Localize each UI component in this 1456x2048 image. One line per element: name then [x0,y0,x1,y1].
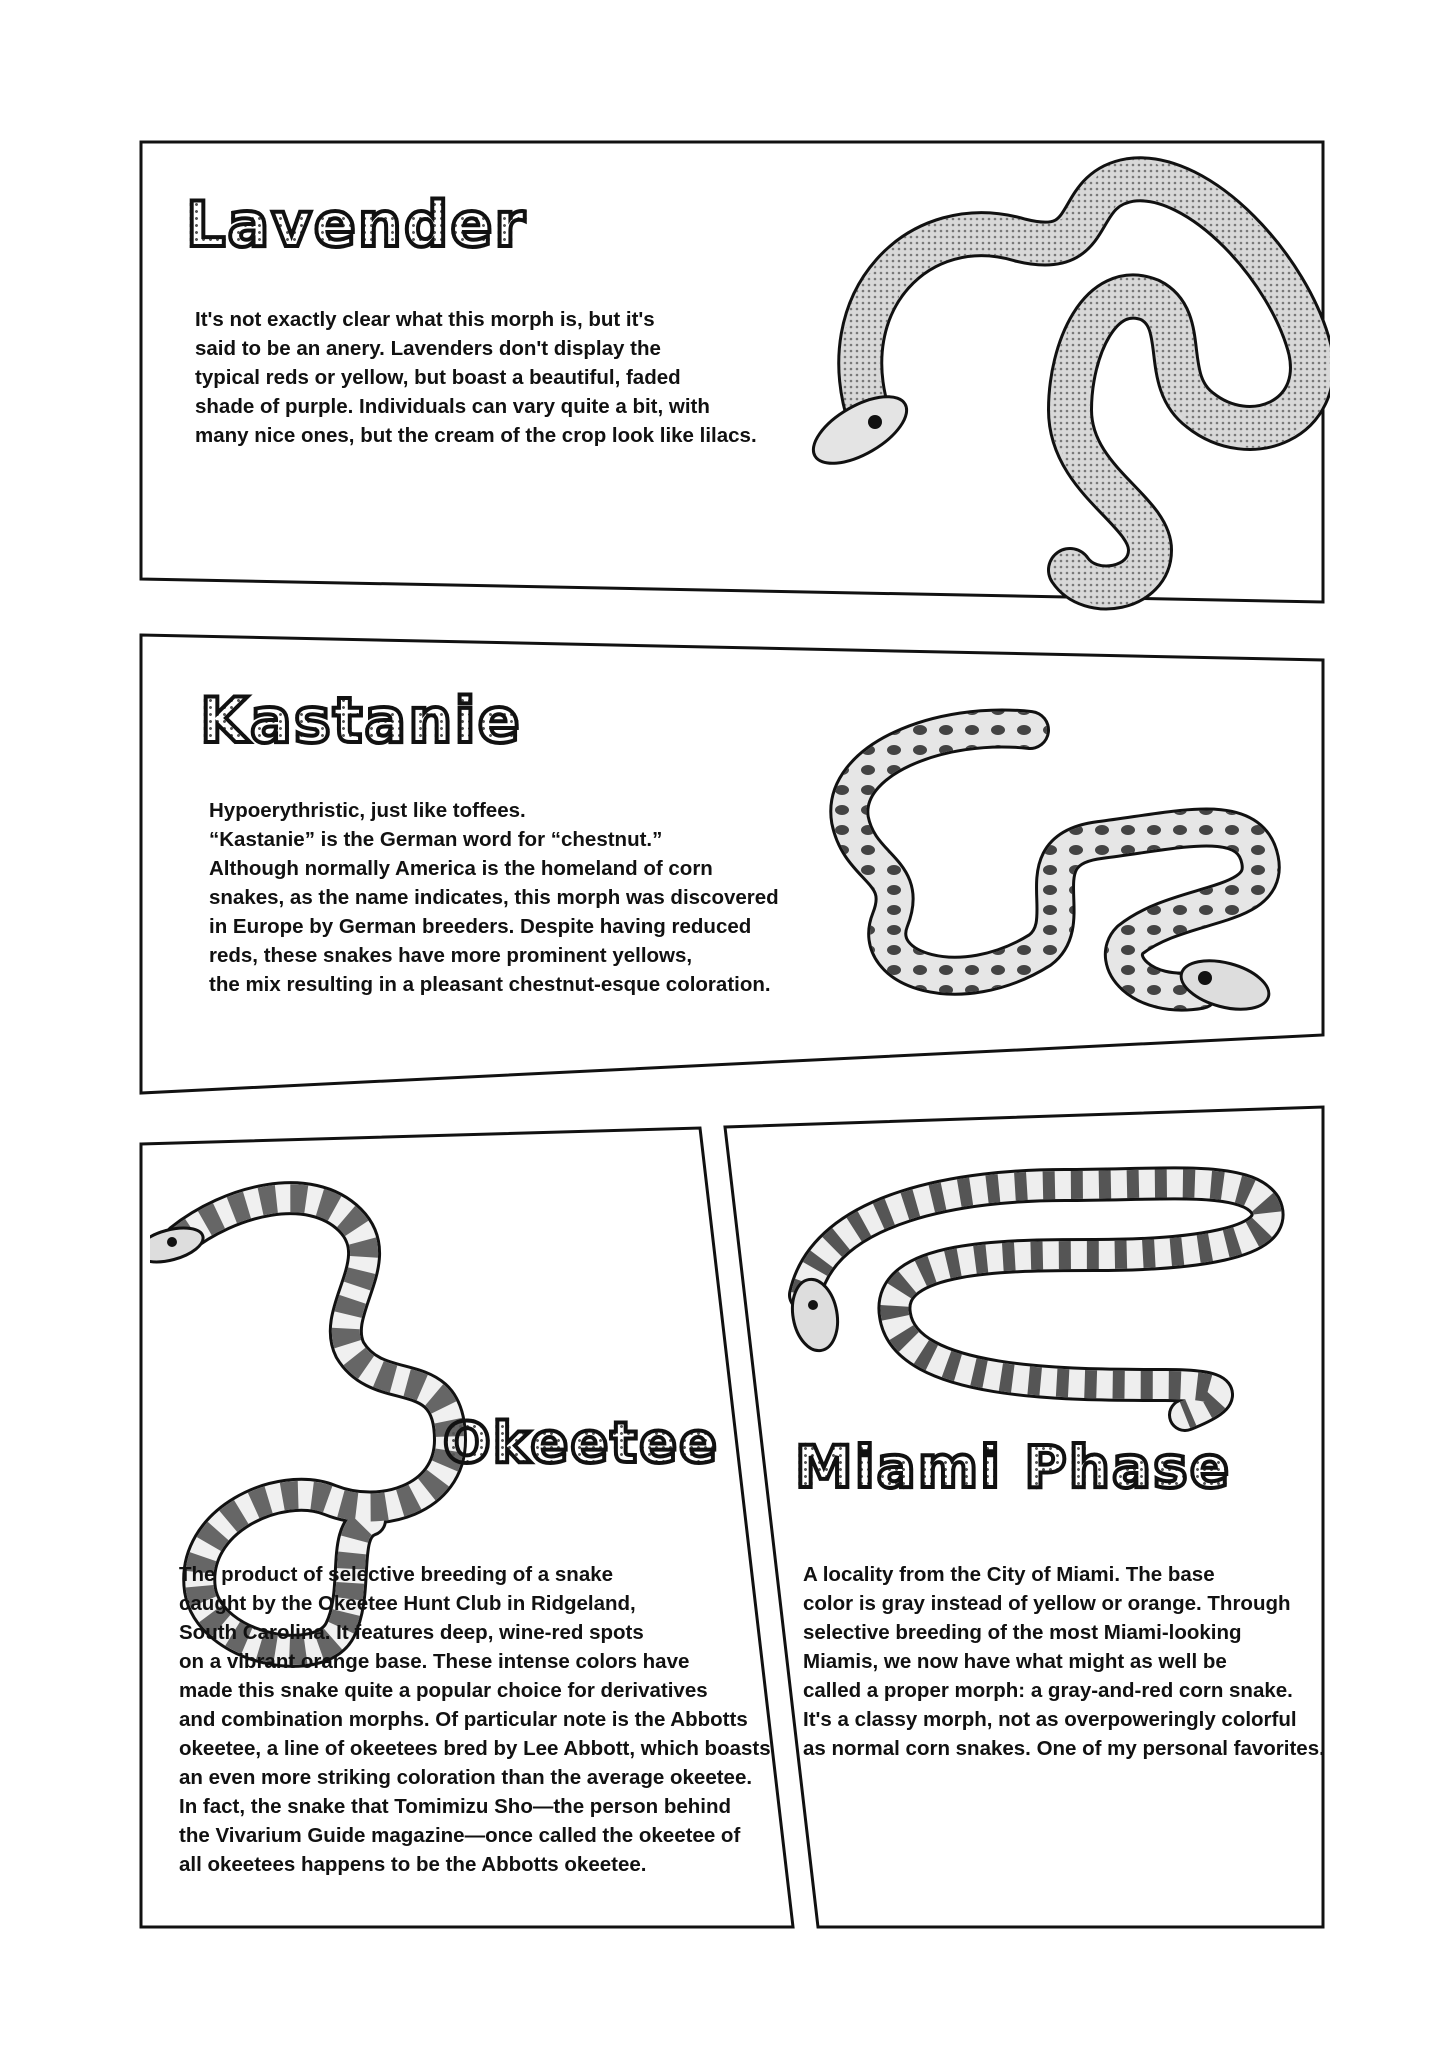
text-line: on a vibrant orange base. These intense colors have [179,1650,690,1673]
text-line: shade of purple. Individuals can vary quite a bit, with [195,395,710,418]
kastanie-title: Kastanie [200,684,522,757]
text-line: color is gray instead of yellow or orange. Through [803,1592,1291,1615]
okeetee-title: Okeetee [443,1411,720,1476]
text-line: said to be an anery. Lavenders don't display the [195,337,661,360]
text-line: Although normally America is the homeland of corn [209,857,713,880]
text-line: It's not exactly clear what this morph is, but it's [195,308,655,331]
text-line: made this snake quite a popular choice for derivatives [179,1679,708,1702]
miami-phase-title: Miami Phase [795,1433,1232,1501]
text-line: typical reds or yellow, but boast a beautiful, faded [195,366,681,389]
text-line: The product of selective breeding of a snake [179,1563,614,1586]
text-line: A locality from the City of Miami. The base [803,1563,1215,1586]
text-line: the Vivarium Guide magazine—once called the okeetee of [179,1824,741,1847]
okeetee-description [179,1560,771,1879]
text-line: selective breeding of the most Miami-looking [803,1621,1242,1644]
text-line: the mix resulting in a pleasant chestnut-esque coloration. [209,973,771,996]
text-line: in Europe by German breeders. Despite having reduced [209,915,752,938]
lavender-snake-illustration [770,150,1330,620]
text-line: an even more striking coloration than the average okeetee. [179,1766,753,1789]
text-line: It's a classy morph, not as overpoweringly colorful [803,1708,1297,1731]
text-line: caught by the Okeetee Hunt Club in Ridgeland, [179,1592,636,1615]
text-line: okeetee, a line of okeetees bred by Lee Abbott, which boasts [179,1737,771,1760]
text-line: called a proper morph: a gray-and-red corn snake. [803,1679,1293,1702]
text-line: Miamis, we now have what might as well be [803,1650,1227,1673]
lavender-title: Lavender [186,188,527,261]
text-line: all okeetees happens to be the Abbotts okeetee. [179,1853,647,1876]
text-line: reds, these snakes have more prominent yellows, [209,944,693,967]
text-line: In fact, the snake that Tomimizu Sho—the person behind [179,1795,732,1818]
text-line: Hypoerythristic, just like toffees. [209,799,526,822]
text-line: snakes, as the name indicates, this morph was discovered [209,886,779,909]
text-line: “Kastanie” is the German word for “chestnut.” [209,828,663,851]
miami-phase-description [803,1560,1325,1763]
kastanie-snake-illustration [780,700,1320,1030]
kastanie-description [209,796,779,999]
miami-snake-illustration [765,1145,1305,1465]
text-line: as normal corn snakes. One of my personal favorites. [803,1737,1325,1760]
lavender-description [195,305,757,450]
text-line: many nice ones, but the cream of the crop look like lilacs. [195,424,757,447]
text-line: South Carolina. It features deep, wine-red spots [179,1621,644,1644]
text-line: and combination morphs. Of particular note is the Abbotts [179,1708,748,1731]
